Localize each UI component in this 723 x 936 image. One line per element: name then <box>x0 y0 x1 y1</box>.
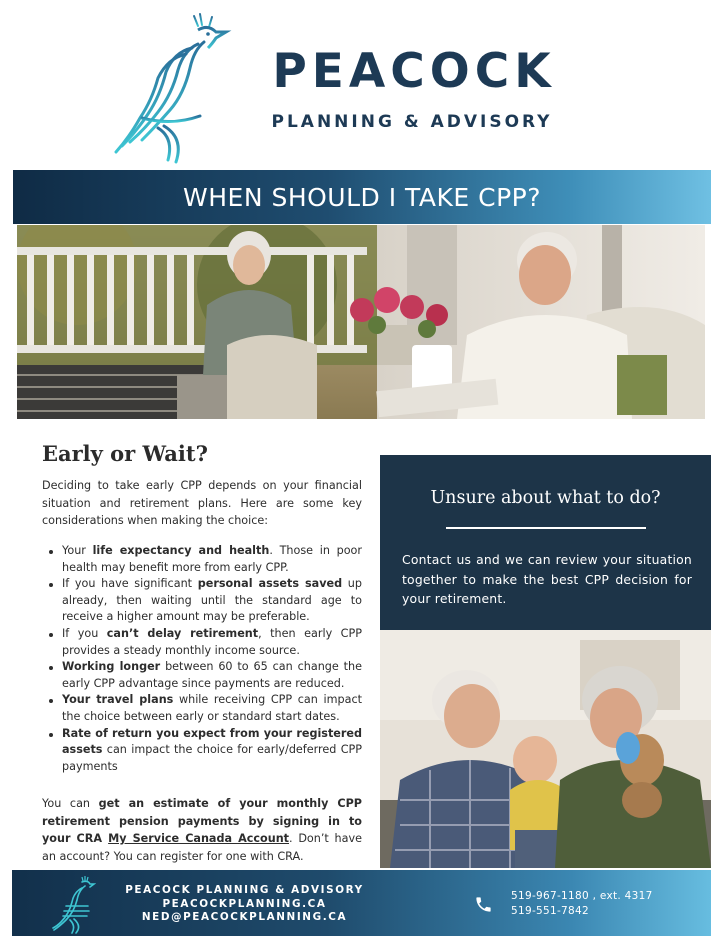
callout-title: Unsure about what to do? <box>430 488 661 508</box>
footer-contact-block <box>112 884 377 925</box>
peacock-logo-icon <box>52 876 96 934</box>
footer-phone-numbers <box>511 889 653 919</box>
footer-email-link[interactable]: NED@PEACOCKPLANNING.CA <box>141 911 348 923</box>
list-item: If you have significant personal assets saved up already, then waiting until the standard age to receive a higher amount may be preferable. <box>42 576 362 626</box>
section-heading: Early or Wait? <box>42 441 208 466</box>
hero-photo-senior-couple-porch <box>17 225 705 419</box>
contact-callout <box>380 455 711 630</box>
list-item: Rate of return you expect from your registered assets can impact the choice for early/deferred CPP payments <box>42 726 362 776</box>
list-item: Your travel plans while receiving CPP can impact the choice between early or standard start dates. <box>42 692 362 725</box>
list-item: Working longer between 60 to 65 can change the early CPP advantage since payments are reduced. <box>42 659 362 692</box>
closing-paragraph: You can get an estimate of your monthly CPP retirement pension payments by signing in to your CRA My Service Canada Account. Don’t have an account? You can register for one with CRA. <box>42 797 362 863</box>
title-banner <box>13 170 711 224</box>
peacock-logo-icon <box>112 10 238 166</box>
footer-website-link[interactable]: PEACOCKPLANNING.CA <box>162 897 327 910</box>
list-item: If you can’t delay retirement, then early CPP provides a steady monthly income source. <box>42 626 362 659</box>
footer-company-name: PEACOCK PLANNING & ADVISORY <box>125 884 364 896</box>
phone-number-mobile[interactable]: 519-551-7842 <box>511 905 589 917</box>
phone-number-office[interactable]: 519-967-1180 , ext. 4317 <box>511 890 653 902</box>
list-item: Your life expectancy and health. Those in poor health may benefit more from early CPP. <box>42 543 362 576</box>
brand-tagline: PLANNING & ADVISORY <box>271 112 553 132</box>
my-service-canada-link[interactable]: My Service Canada Account <box>108 832 290 845</box>
footer <box>12 870 711 936</box>
divider <box>446 527 646 529</box>
phone-icon <box>474 895 493 914</box>
page-title: WHEN SHOULD I TAKE CPP? <box>183 182 541 212</box>
brand-name: PEACOCK <box>272 44 556 99</box>
family-photo-grandparents-baby <box>380 630 711 868</box>
callout-text: Contact us and we can review your situation together to make the best CPP decision for your retirement. <box>402 552 692 606</box>
header-logo <box>0 0 723 168</box>
intro-paragraph: Deciding to take early CPP depends on your financial situation and retirement plans. Here are some key considerations when making the choice: <box>42 479 362 527</box>
considerations-list <box>42 543 362 775</box>
